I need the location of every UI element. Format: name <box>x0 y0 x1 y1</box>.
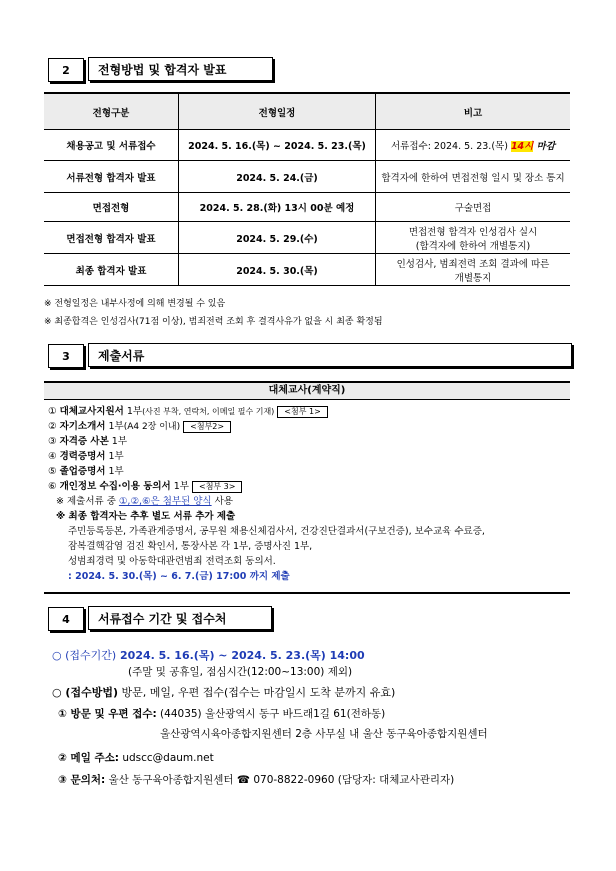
documents-table-header: 대체교사(계약직) <box>44 381 570 400</box>
stage-cell: 면접전형 <box>44 193 179 222</box>
documents-table-bottom-border <box>44 592 570 594</box>
list-item: ③ 자격증 사본 1부 <box>48 436 128 447</box>
section-title: 서류접수 기간 및 접수처 <box>88 606 272 630</box>
note-cell: 구술면접 <box>376 193 571 222</box>
date-cell: 2024. 5. 29.(수) <box>179 222 376 254</box>
list-item: ⑤ 졸업증명서 1부 <box>48 466 124 477</box>
list-item: ⑥ 개인정보 수집·이용 동의서 1부 <첨부 3> <box>48 479 485 494</box>
additional-docs-title: ※ 최종 합격자는 추후 별도 서류 추가 제출 <box>56 511 236 522</box>
stage-cell: 면접전형 합격자 발표 <box>44 222 179 254</box>
stage-cell: 채용공고 및 서류접수 <box>44 130 179 161</box>
date-cell: 2024. 5. 16.(목) ~ 2024. 5. 23.(목) <box>179 130 376 161</box>
additional-docs-line: 잠복결핵감염 검진 확인서, 통장사본 각 1부, 증명사진 1부, <box>68 541 313 552</box>
attachment-tag: <첨부 1> <box>277 406 328 418</box>
attachment-form-link: ①,②,⑥은 첨부된 양식 <box>118 496 212 507</box>
documents-list <box>48 404 485 584</box>
note-cell: 합격자에 한하여 면접전형 일시 및 장소 통지 <box>376 161 571 193</box>
table-row <box>44 222 570 254</box>
table-header: 전형구분 <box>44 93 179 130</box>
date-cell: 2024. 5. 24.(금) <box>179 161 376 193</box>
section-number: 3 <box>48 344 84 368</box>
table-header-row <box>44 93 570 130</box>
period-sub: (주말 및 공휴일, 점심시간(12:00~13:00) 제외) <box>128 666 353 678</box>
schedule-note: ※ 전형일정은 내부사정에 의해 변경될 수 있음 <box>44 299 226 309</box>
list-item: ④ 경력증명서 1부 <box>48 451 124 462</box>
section-title: 전형방법 및 합격자 발표 <box>88 57 273 81</box>
note-cell: 면접전형 합격자 인성검사 실시 (합격자에 한하여 개별통지) <box>376 222 571 254</box>
date-cell: 2024. 5. 28.(화) 13시 00분 예정 <box>179 193 376 222</box>
visit-line: ① 방문 및 우편 접수: (44035) 울산광역시 동구 바드래1길 61(전하동) <box>58 708 386 720</box>
submission-deadline: : 2024. 5. 30.(목) ~ 6. 7.(금) 17:00 까지 제출 <box>68 571 290 582</box>
additional-docs-line: 성범죄경력 및 아동학대관련범죄 전력조회 동의서. <box>68 556 276 567</box>
table-header: 비고 <box>376 93 571 130</box>
table-row <box>44 161 570 193</box>
note-cell: 서류접수: 2024. 5. 23.(목) 14시 마감 <box>376 130 571 161</box>
highlight-deadline: 14시 <box>510 141 534 152</box>
section-title: 제출서류 <box>88 343 572 367</box>
visit-sub: 울산광역시육아종합지원센터 2층 사무실 내 울산 동구육아종합지원센터 <box>160 728 488 740</box>
section-number: 2 <box>48 58 84 82</box>
date-cell: 2024. 5. 30.(목) <box>179 254 376 286</box>
stage-cell: 최종 합격자 발표 <box>44 254 179 286</box>
method-line: ○ (접수방법) 방문, 메일, 우편 접수(접수는 마감일시 도착 분까지 유효) <box>52 686 396 699</box>
stage-cell: 서류전형 합격자 발표 <box>44 161 179 193</box>
table-row <box>44 193 570 222</box>
list-item: ② 자기소개서 1부(A4 2장 이내) <첨부2> <box>48 419 485 434</box>
table-row <box>44 254 570 286</box>
attachment-tag: <첨부2> <box>183 421 231 433</box>
table-row <box>44 130 570 161</box>
period-line: ○ (접수기간) 2024. 5. 16.(목) ~ 2024. 5. 23.(목) 14:00 <box>52 649 365 662</box>
attachment-note: ※ 제출서류 중 ①,②,⑥은 첨부된 양식 사용 <box>56 496 233 507</box>
section-number: 4 <box>48 607 84 631</box>
note-cell: 인성검사, 범죄전력 조회 결과에 따른 개별통지 <box>376 254 571 286</box>
contact-line: ③ 문의처: 울산 동구육아종합지원센터 ☎ 070-8822-0960 (담당자: 대체교사관리자) <box>58 774 455 786</box>
additional-docs-line: 주민등록등본, 가족관계증명서, 공무원 채용신체검사서, 건강진단결과서(구보건증), 보수교육 수료증, <box>68 526 485 537</box>
schedule-table <box>44 92 570 286</box>
table-header: 전형일정 <box>179 93 376 130</box>
attachment-tag: <첨부 3> <box>192 481 243 493</box>
schedule-note: ※ 최종합격은 인성검사(71점 이상), 범죄전력 조회 후 결격사유가 없을 시 최종 확정됨 <box>44 317 383 327</box>
email-line: ② 메일 주소: udscc@daum.net <box>58 752 214 764</box>
list-item: ① 대체교사지원서 1부(사진 부착, 연락처, 이메일 필수 기재) <첨부 1> <box>48 404 485 419</box>
